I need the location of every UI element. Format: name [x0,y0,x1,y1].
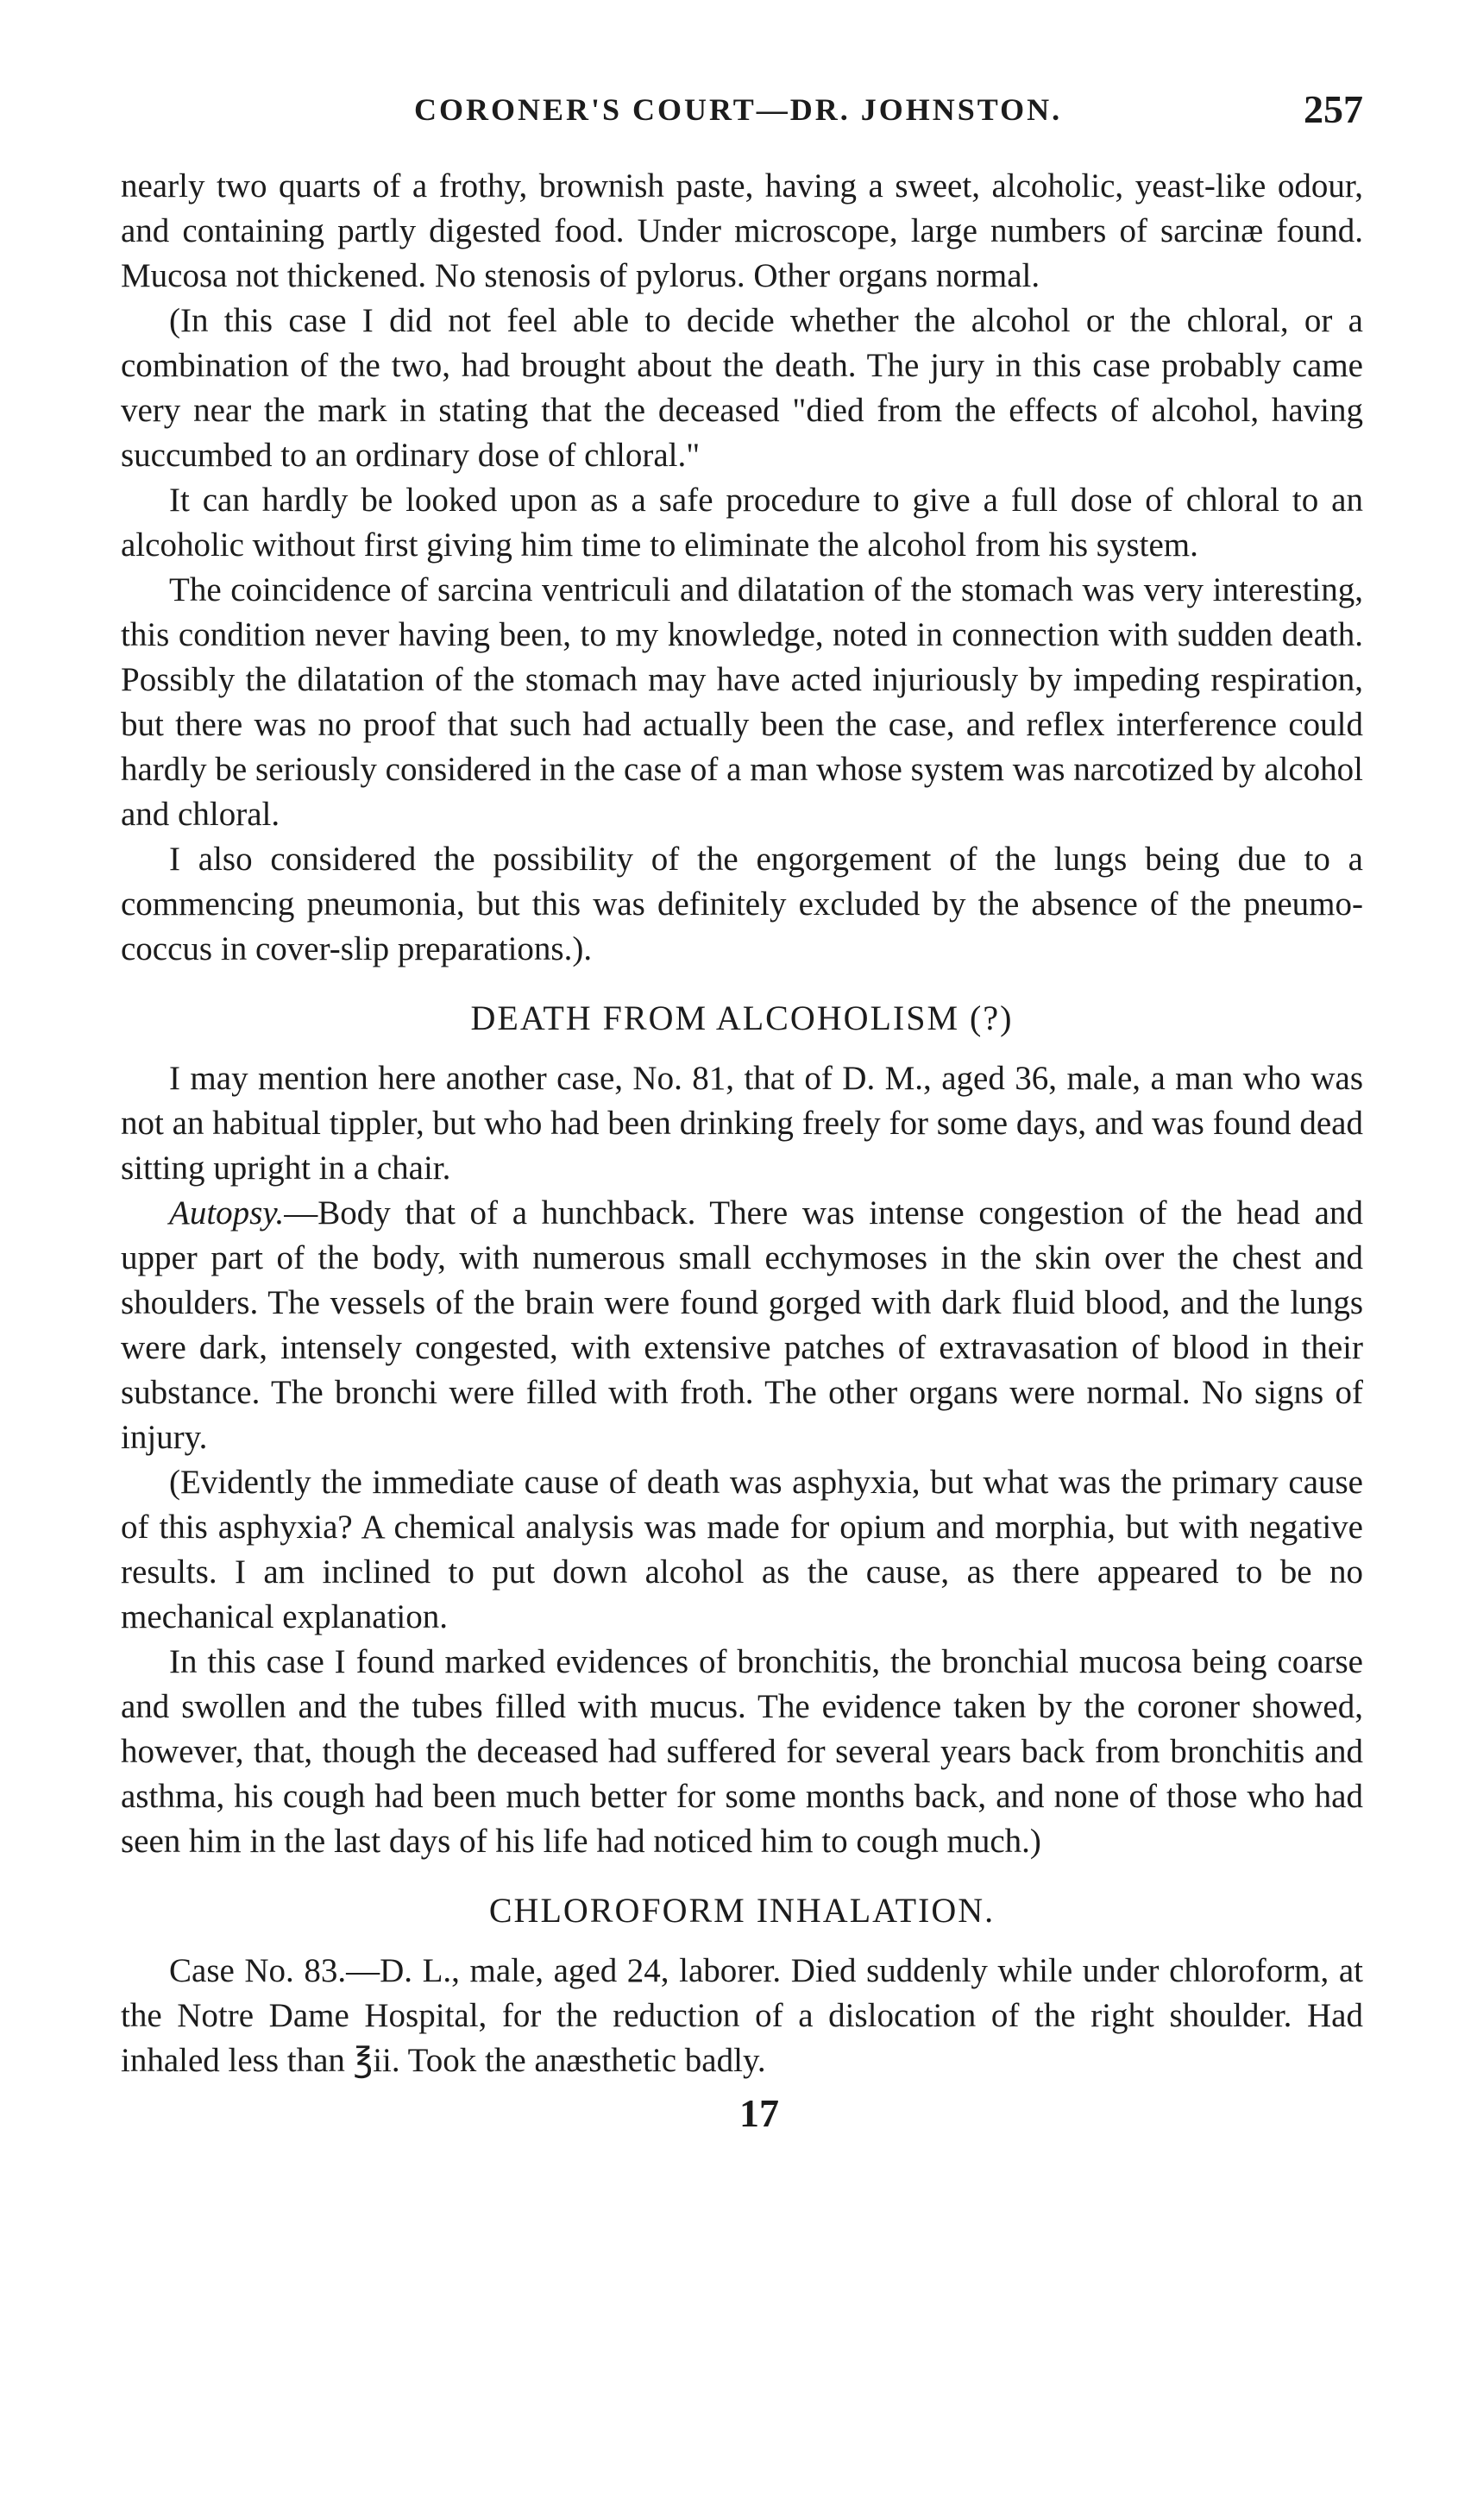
paragraph-sarcina: The coincidence of sarcina ventriculi and dilatation of the stomach was very interesting, this condition never having been, to my knowledge, noted in connection with sudden death. Possibly the dilatation of the stomach may have acted injuriously by impeding respiration, but there was no proof that such had actually been the case, and reflex interference could hardly be seriously considered in the case of a man whose system was narcotized by alcohol and chloral. [121,571,1363,833]
running-header [121,83,1363,135]
paragraph-case-81: I may mention here another case, No. 81, that of D. M., aged 36, male, a man who was not an habitual tippler, but who had been drinking freely for some days, and was found dead sitting upright in a chair. [121,1060,1363,1187]
signature-mark: 17 [739,2091,779,2135]
autopsy-label: Autopsy. [169,1194,285,1232]
autopsy-text: —Body that of a hunchback. There was intense congestion of the head and upper part of the body, with numerous small ecchymoses in the skin over the chest and shoulders. The vessels of the brain were found gorged with dark fluid blood, and the lungs were dark, intensely congested, with extensive patches of extravasation of blood in their substance. The bronchi were filled with froth. The other organs were normal. No signs of injury. [121,1194,1363,1456]
paragraph-case-83: Case No. 83.—D. L., male, aged 24, laborer. Died suddenly while under chloroform, at the Notre Dame Hospital, for the reduction of a dislocation of the right shoulder. Had inhaled less than ℥ii. Took the anæsthetic badly. [121,1952,1363,2079]
document-page [121,83,1363,2136]
section-heading-alcoholism: DEATH FROM ALCOHOLISM (?) [470,999,1014,1037]
section-heading-chloroform: CHLOROFORM INHALATION. [488,1891,996,1930]
paragraph-pneumonia: I also considered the possibility of the engorgement of the lungs being due to a commencing pneumonia, but this was definitely excluded by the absence of the pneumo-coccus in cover-slip preparations.). [121,841,1363,967]
running-title: CORONER'S COURT—DR. JOHNSTON. [414,92,1063,127]
paragraph-asphyxia: (Evidently the immediate cause of death was asphyxia, but what was the primary cause of this asphyxia? A chemical analysis was made for opium and morphia, but with negative results. I am inclined to put down alcohol as the cause, as there appeared to be no mechanical explanation. [121,1464,1363,1635]
paragraph-autopsy [121,1191,1363,1460]
paragraph-bronchitis: In this case I found marked evidences of bronchitis, the bronchial mucosa being coarse and swollen and the tubes filled with mucus. The evidence taken by the coroner showed, however, that, though the deceased had suffered for several years back from bronchitis and asthma, his cough had been much better for some months back, and none of those who had seen him in the last days of his life had noticed him to cough much.) [121,1643,1363,1860]
page-number: 257 [1304,87,1363,131]
paragraph-safe-procedure: It can hardly be looked upon as a safe procedure to give a full dose of chloral to an alcoholic without first giving him time to eliminate the alcohol from his system. [121,482,1363,564]
paragraph-chloral-note: (In this case I did not feel able to decide whether the alcohol or the chloral, or a combination of the two, had brought about the death. The jury in this case probably came very near the mark in stating that the deceased "died from the effects of alcohol, having succumbed to an ordinary dose of chloral." [121,302,1363,474]
paragraph-continuation: nearly two quarts of a frothy, brownish paste, having a sweet, alcoholic, yeast-like odour, and containing partly digested food. Under microscope, large numbers of sarcinæ found. Mucosa not thickened. No stenosis of pylorus. Other organs normal. [121,167,1363,294]
